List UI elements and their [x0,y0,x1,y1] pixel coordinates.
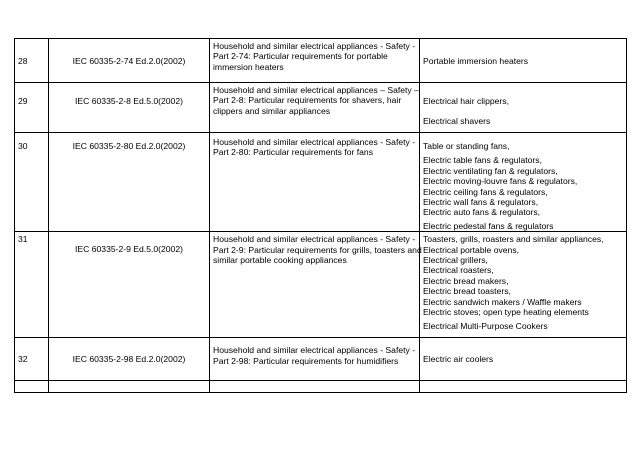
standard-cell [49,39,210,83]
row-number: 28 [18,56,28,66]
product-item: Electric bread toasters, [423,286,511,297]
product-item: Toasters, grills, roasters and similar appliances, [423,234,604,245]
product-item: Electric stoves; open type heating elements [423,307,589,318]
standard-cell [49,83,210,133]
standard-code: IEC 60335-2-80 Ed.2.0(2002) [72,141,186,151]
empty-cell [15,381,49,393]
product-item: Electric wall fans & regulators, [423,197,539,208]
title-line: Household and similar electrical appliances - Safety - [213,41,416,51]
product-item: Electric auto fans & regulators, [423,207,541,218]
title-line: Part 2-9: Particular requirements for grills, toasters and [213,244,422,255]
title-cell [210,133,420,232]
table-row [15,133,627,232]
title-line: clippers and similar appliances [213,105,331,116]
title-cell [210,232,420,338]
product-item: Electrical shavers [423,116,491,127]
row-number: 31 [18,234,28,245]
standards-table [14,38,627,393]
product-item: Electric ventilating fan & regulators, [423,165,558,176]
empty-cell [420,381,627,393]
empty-cell [49,381,210,393]
title-line: Part 2-8: Particular requirements for shavers, hair [213,95,402,106]
title-cell [210,39,420,83]
product-item: Electric air coolers [423,354,494,365]
row-number-cell [15,39,49,83]
row-number: 32 [18,354,28,365]
product-item: Electric sandwich makers / Waffle makers [423,296,582,307]
table-row [15,338,627,381]
products-cell [420,338,627,381]
row-number-cell [15,83,49,133]
product-item: Electrical Multi-Purpose Cookers [423,320,548,331]
product-item: Electrical grillers, [423,255,488,266]
row-number-cell [15,133,49,232]
title-line: Part 2-80: Particular requirements for fans [213,147,374,158]
standard-cell [49,133,210,232]
title-cell [210,338,420,381]
product-item: Electric bread makers, [423,275,509,286]
standard-code: IEC 60335-2-8 Ed.5.0(2002) [75,96,183,106]
product-item: Portable immersion heaters [423,56,529,66]
table-row [15,83,627,133]
row-number-cell [15,338,49,381]
product-item: Electric pedestal fans & regulators [423,220,554,231]
standard-code: IEC 60335-2-74 Ed.2.0(2002) [72,56,186,66]
product-item: Electrical portable ovens, [423,244,520,255]
products-cell [420,133,627,232]
standard-code: IEC 60335-2-9 Ed.5.0(2002) [75,244,183,255]
title-line: Household and similar electrical appliances - Safety - [213,137,416,147]
title-line: Household and similar electrical appliances - Safety - [213,345,416,356]
product-item: Electric table fans & regulators, [423,155,542,166]
title-line: Household and similar electrical appliances – Safety – [213,85,419,95]
row-number: 30 [18,141,28,151]
title-line: Part 2-74: Particular requirements for portable [213,51,388,62]
products-cell [420,83,627,133]
table-row [15,232,627,338]
product-item: Electric moving-louvre fans & regulators, [423,176,578,187]
title-line: Part 2-98: Particular requirements for humidifiers [213,355,399,366]
products-cell [420,39,627,83]
title-line: immersion heaters [213,61,284,72]
product-item: Table or standing fans, [423,141,510,151]
row-number: 29 [18,96,28,106]
title-line: Household and similar electrical appliances - Safety - [213,234,416,245]
standard-code: IEC 60335-2-98 Ed.2.0(2002) [72,354,186,365]
table-row [15,39,627,83]
product-item: Electrical hair clippers, [423,96,509,106]
standard-cell [49,232,210,338]
standard-cell [49,338,210,381]
product-item: Electric ceiling fans & regulators, [423,186,548,197]
empty-cell [210,381,420,393]
product-item: Electrical roasters, [423,265,494,276]
title-line: similar portable cooking appliances [213,255,347,266]
products-cell [420,232,627,338]
row-number-cell [15,232,49,338]
table-row-empty [15,381,627,393]
title-cell [210,83,420,133]
